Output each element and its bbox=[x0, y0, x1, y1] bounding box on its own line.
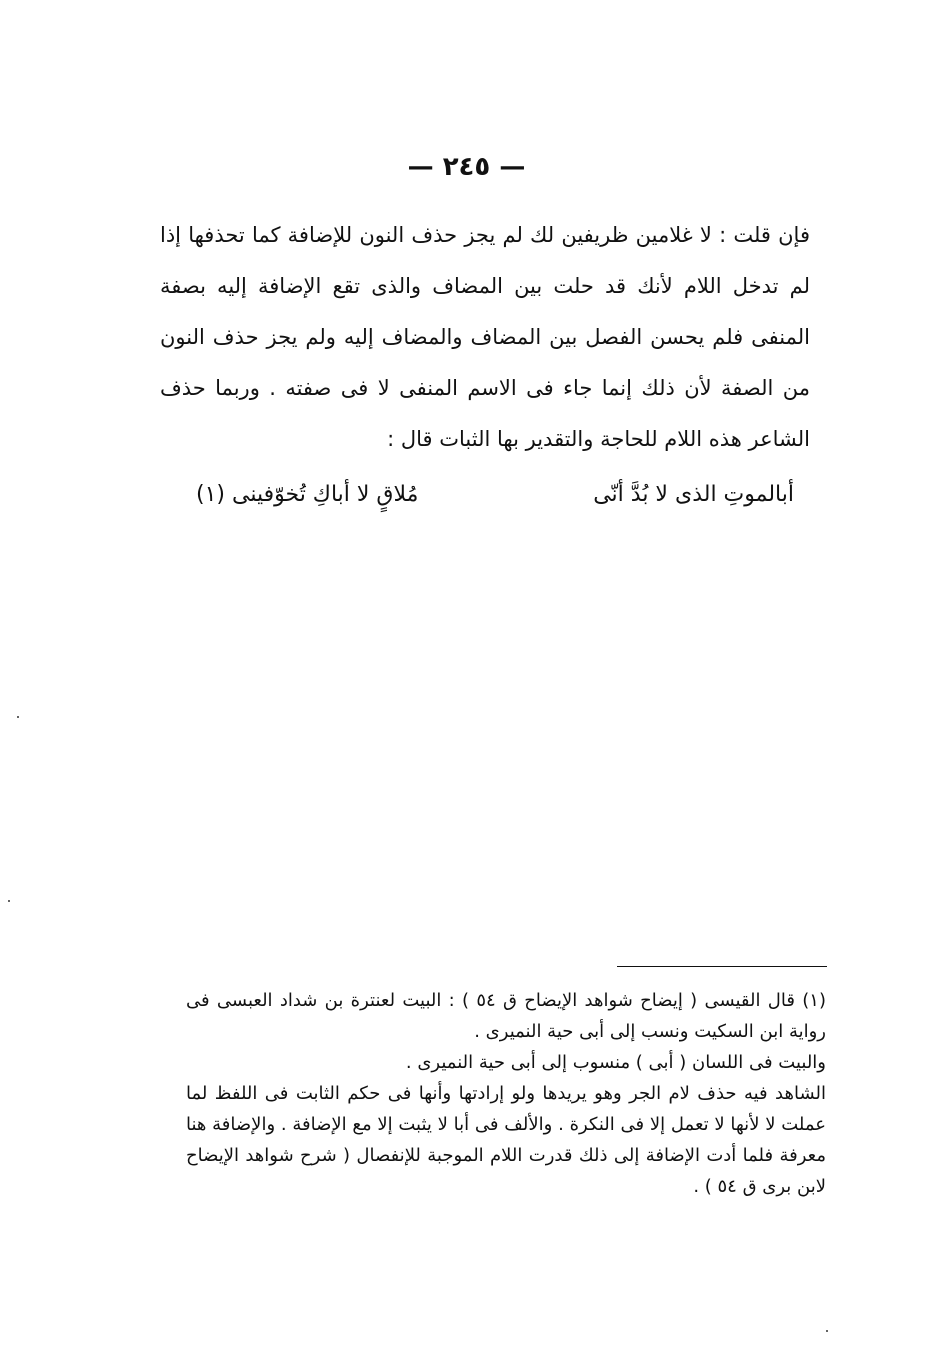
footnotes-section bbox=[186, 985, 826, 1202]
footnote-1-lisan: والبيت فى اللسان ( أبى ) منسوب إلى أبى حية النميرى . bbox=[405, 1052, 826, 1073]
poetry-verse bbox=[196, 482, 794, 507]
footnote-divider bbox=[617, 966, 827, 967]
verse-first-hemistich: أبالموتِ الذى لا بُدَّ أنّى bbox=[593, 482, 794, 507]
footnote-1-evidence: الشاهد فيه حذف لام الجر وهو يريدها ولو إرادتها وأنها فى حكم الثابت فى اللفظ لما عملت لا لأنها لا تعمل إلا فى النكرة . والألف فى أبا لا يثبت إلا مع الإضافة . والإضافة هنا معرفة فلما أدت الإضافة إلى ذلك قدرت اللام الموجبة للإنفصال ( شرح شواهد الإيضاح لابن برى ق ٥٤ ) . bbox=[186, 1083, 826, 1197]
scan-speck bbox=[8, 900, 10, 902]
main-paragraph: فإن قلت : لا غلامين ظريفين لك لم يجز حذف النون للإضافة كما تحذفها إذا لم تدخل اللام لأنك قد حلت بين المضاف والذى تقع الإضافة إليه بصفة المنفى فلم يحسن الفصل بين المضاف والمضاف إليه ولم يجز حذف النون من الصفة لأن ذلك إنما جاء فى الاسم المنفى لا فى صفته . وربما حذف الشاعر هذه اللام للحاجة والتقدير بها الثبات قال : bbox=[160, 223, 810, 451]
footnote-1-source: (١) قال القيسى ( إيضاح شواهد الإيضاح ق ٥٤ ) : البيت لعنترة بن شداد العبسى فى رواية ابن السكيت ونسب إلى أبى حية النميرى . bbox=[186, 990, 826, 1042]
page-number: — ٢٤٥ — bbox=[407, 152, 526, 182]
scan-speck bbox=[826, 1330, 828, 1332]
verse-second-hemistich: مُلاقٍ لا أباكِ تُخوّفينى (١) bbox=[196, 482, 419, 507]
scan-speck bbox=[17, 716, 19, 718]
